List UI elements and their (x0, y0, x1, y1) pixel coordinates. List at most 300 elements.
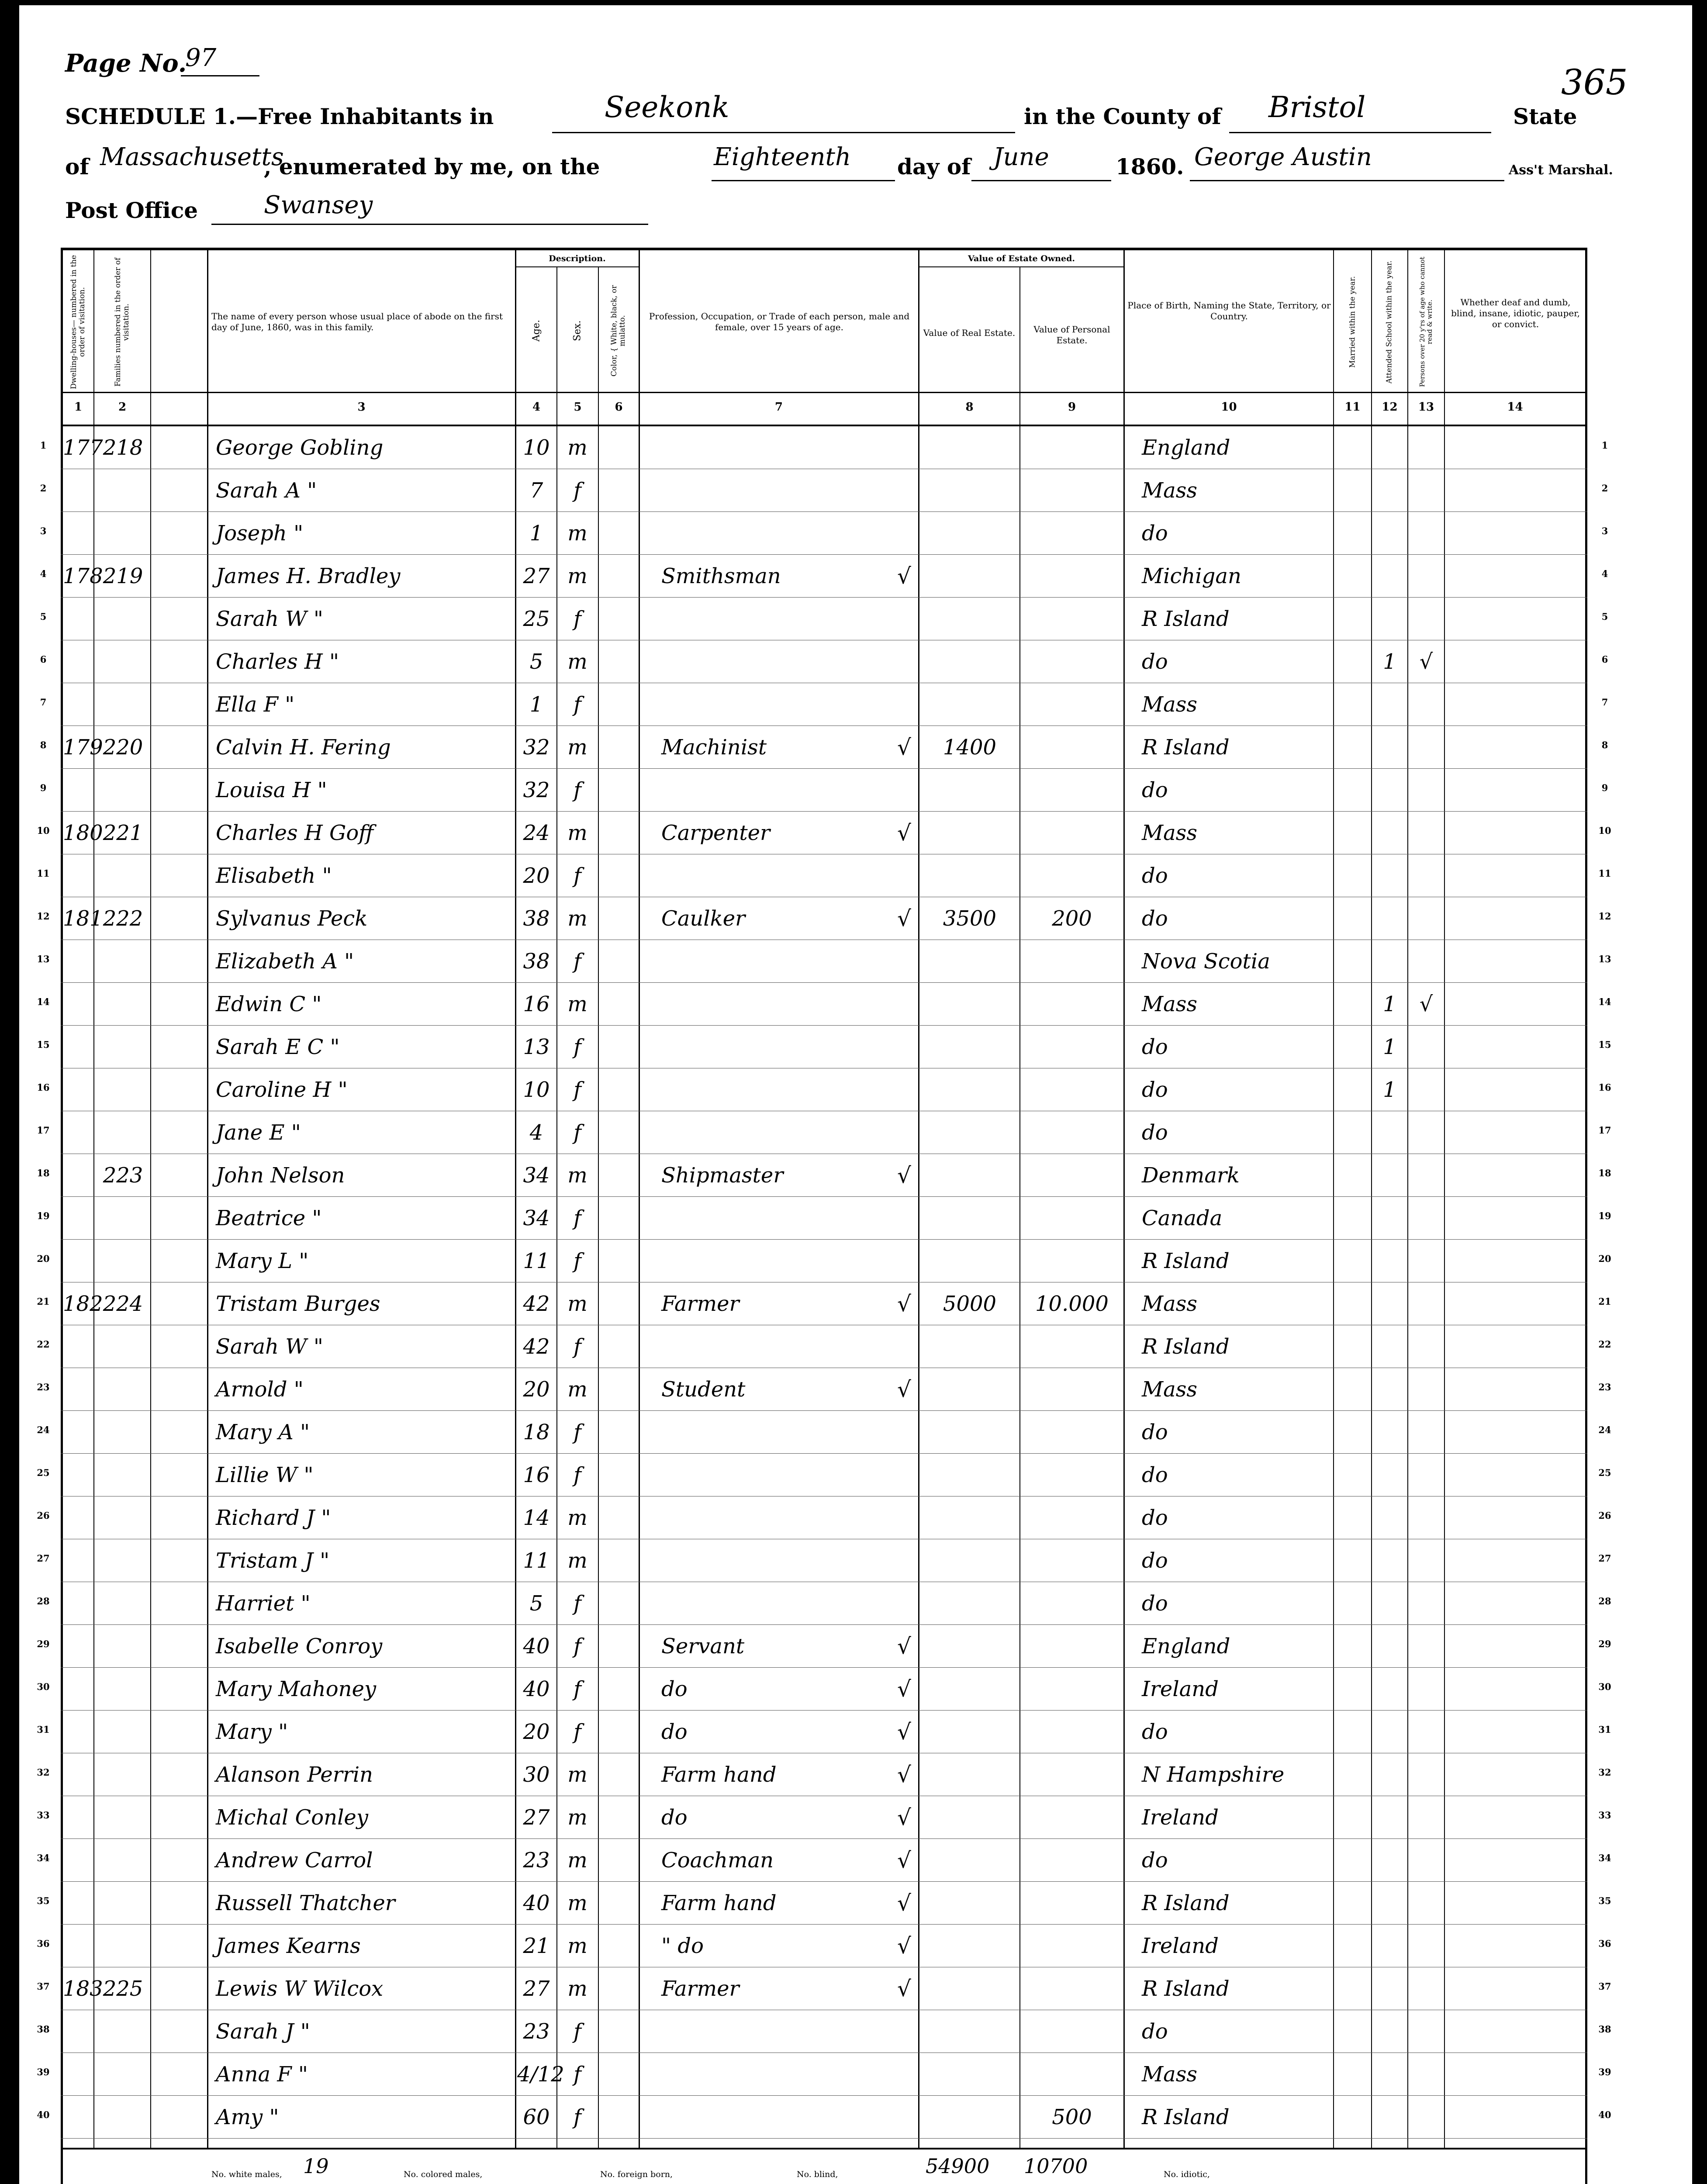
person-sex: f (574, 478, 581, 503)
col-number-10: 10 (1221, 401, 1237, 414)
birthplace: R Island (1142, 1891, 1230, 1915)
person-sex: f (574, 692, 581, 717)
birthplace: Michigan (1142, 564, 1241, 588)
person-age: 38 (523, 949, 550, 974)
person-name: Louisa H " (216, 778, 327, 802)
person-name: Mary L " (216, 1249, 309, 1273)
person-sex: m (567, 521, 587, 546)
line-number-left: 32 (37, 1767, 50, 1778)
person-sex: m (567, 906, 587, 931)
schedule-title: SCHEDULE 1.—Free Inhabitants in (65, 104, 494, 129)
person-sex: m (567, 821, 587, 845)
line-number-right: 20 (1598, 1253, 1611, 1264)
person-age: 38 (523, 906, 550, 931)
value-group-header: Value of Estate Owned. (968, 253, 1075, 263)
person-occupation: Machinist (661, 735, 767, 760)
person-age: 20 (523, 864, 550, 888)
line-number-left: 4 (40, 568, 47, 579)
line-number-left: 5 (40, 611, 47, 622)
real-estate-value: 5000 (943, 1292, 997, 1316)
person-sex: f (574, 1078, 581, 1102)
family-number: 223 (103, 1163, 143, 1188)
table-row (19, 2053, 1692, 2096)
birthplace: Denmark (1142, 1163, 1240, 1188)
birthplace: Ireland (1142, 1805, 1219, 1830)
family-number: 224 (103, 1292, 143, 1316)
of-label: of (65, 154, 89, 180)
col-number-8: 8 (965, 401, 974, 414)
table-row (19, 470, 1692, 512)
occupation-tick-mark: √ (897, 1890, 911, 1916)
col-real-estate-header: Value of Real Estate. (923, 327, 1016, 338)
line-number-left: 38 (37, 2024, 50, 2035)
birthplace: Mass (1142, 992, 1198, 1016)
table-row (19, 1283, 1692, 1326)
line-number-right: 26 (1598, 1510, 1611, 1521)
birthplace: Mass (1142, 1377, 1198, 1402)
person-sex: m (567, 650, 587, 674)
person-name: Andrew Carrol (216, 1848, 373, 1873)
line-number-left: 23 (37, 1382, 50, 1393)
person-sex: m (567, 1977, 587, 2001)
col-number-7: 7 (774, 401, 783, 414)
table-row (19, 641, 1692, 684)
person-name: Lillie W " (216, 1463, 314, 1487)
line-number-right: 14 (1598, 996, 1611, 1007)
table-row (19, 1540, 1692, 1583)
line-number-left: 40 (37, 2109, 50, 2120)
table-row (19, 427, 1692, 470)
table-row (19, 1112, 1692, 1154)
line-number-right: 16 (1598, 1082, 1611, 1093)
table-row (19, 855, 1692, 898)
col-number-6: 6 (615, 401, 623, 414)
table-row (19, 1326, 1692, 1368)
line-number-right: 11 (1598, 868, 1611, 879)
person-age: 16 (523, 992, 550, 1016)
person-name: Tristam J " (216, 1548, 330, 1573)
post-office-line (211, 224, 648, 225)
line-number-right: 1 (1601, 440, 1608, 451)
person-name: George Gobling (216, 435, 384, 460)
family-number: 219 (103, 564, 143, 588)
birthplace: R Island (1142, 607, 1230, 631)
occupation-tick-mark: √ (897, 1762, 911, 1787)
person-name: Harriet " (216, 1591, 311, 1616)
line-number-right: 4 (1601, 568, 1608, 579)
person-occupation: Smithsman (661, 564, 781, 588)
table-row (19, 2096, 1692, 2139)
line-number-left: 22 (37, 1339, 50, 1350)
line-number-right: 5 (1601, 611, 1608, 622)
col-number-4: 4 (532, 401, 541, 414)
person-sex: m (567, 564, 587, 588)
person-name: Mary " (216, 1720, 288, 1744)
line-number-left: 36 (37, 1938, 50, 1949)
person-age: 20 (523, 1720, 550, 1744)
family-number: 220 (103, 735, 143, 760)
col-number-3: 3 (357, 401, 366, 414)
person-age: 23 (523, 1848, 550, 1873)
birthplace: do (1142, 521, 1168, 546)
month-value: June (993, 143, 1049, 171)
col-birthplace-header: Place of Birth, Naming the State, Territory, or Country. (1127, 300, 1331, 321)
person-name: Alanson Perrin (216, 1762, 373, 1787)
county-label: in the County of (1024, 104, 1221, 129)
line-number-right: 10 (1598, 825, 1611, 836)
line-number-right: 39 (1598, 2067, 1611, 2077)
dwelling-number: 181 (63, 906, 103, 931)
birthplace: do (1142, 1720, 1168, 1744)
table-row (19, 1368, 1692, 1411)
line-number-left: 14 (37, 996, 50, 1007)
table-row (19, 769, 1692, 812)
person-age: 23 (523, 2019, 550, 2044)
birthplace: do (1142, 2019, 1168, 2044)
person-age: 5 (529, 1591, 543, 1616)
table-row (19, 598, 1692, 641)
line-number-right: 23 (1598, 1382, 1611, 1393)
line-number-left: 35 (37, 1895, 50, 1906)
person-age: 40 (523, 1891, 550, 1915)
birthplace: Canada (1142, 1206, 1223, 1230)
birthplace: do (1142, 864, 1168, 888)
occupation-tick-mark: √ (897, 1676, 911, 1702)
line-number-right: 27 (1598, 1553, 1611, 1564)
person-age: 11 (523, 1548, 550, 1573)
person-name: Ella F " (216, 692, 295, 717)
person-name: John Nelson (216, 1163, 345, 1188)
person-name: Sarah A " (216, 478, 317, 503)
person-sex: f (574, 778, 581, 802)
state-label: State (1513, 104, 1577, 129)
person-sex: f (574, 864, 581, 888)
person-name: Anna F " (216, 2062, 308, 2087)
person-age: 4 (529, 1120, 543, 1145)
person-age: 24 (523, 821, 550, 845)
person-age: 16 (523, 1463, 550, 1487)
person-sex: m (567, 1548, 587, 1573)
person-age: 21 (523, 1934, 550, 1958)
line-number-right: 25 (1598, 1467, 1611, 1478)
line-number-right: 28 (1598, 1596, 1611, 1607)
line-number-left: 13 (37, 954, 50, 964)
person-sex: f (574, 1206, 581, 1230)
stamp-number: 365 (1561, 62, 1628, 103)
person-name: Edwin C " (216, 992, 322, 1016)
colored-males-label: No. colored males, (404, 2170, 483, 2179)
person-sex: m (567, 1848, 587, 1873)
person-sex: m (567, 1934, 587, 1958)
person-age: 18 (523, 1420, 550, 1444)
dwelling-number: 179 (63, 735, 103, 760)
birthplace: do (1142, 1420, 1168, 1444)
occupation-tick-mark: √ (897, 1291, 911, 1317)
person-age: 34 (523, 1163, 550, 1188)
table-row (19, 2011, 1692, 2053)
person-name: Tristam Burges (216, 1292, 380, 1316)
person-occupation: Shipmaster (661, 1163, 784, 1188)
line-number-right: 9 (1601, 782, 1608, 793)
table-row (19, 1925, 1692, 1968)
line-number-left: 25 (37, 1467, 50, 1478)
person-sex: f (574, 2105, 581, 2129)
person-occupation: do (661, 1677, 688, 1701)
occupation-tick-mark: √ (897, 1933, 911, 1959)
person-age: 4/12 (517, 2062, 564, 2087)
idiotic-label: No. idiotic, (1164, 2170, 1210, 2179)
person-age: 11 (523, 1249, 550, 1273)
person-age: 27 (523, 1977, 550, 2001)
person-name: Charles H Goff (216, 821, 374, 845)
day-of-label: day of (897, 154, 971, 180)
person-name: Calvin H. Fering (216, 735, 391, 760)
col-number-12: 12 (1382, 401, 1398, 414)
occupation-tick-mark: √ (897, 1976, 911, 2001)
marshal-label: Ass't Marshal. (1509, 162, 1613, 178)
line-number-right: 13 (1598, 954, 1611, 964)
white-males-label: No. white males, (211, 2170, 282, 2179)
person-name: Beatrice " (216, 1206, 322, 1230)
col-age-header: Age. (531, 320, 542, 342)
person-sex: m (567, 1891, 587, 1915)
personal-estate-value: 10.000 (1035, 1292, 1109, 1316)
line-number-left: 34 (37, 1852, 50, 1863)
person-name: Elizabeth A " (216, 949, 354, 974)
person-sex: f (574, 607, 581, 631)
person-name: Sylvanus Peck (216, 906, 368, 931)
person-age: 13 (523, 1035, 550, 1059)
person-sex: m (567, 1762, 587, 1787)
birthplace: Nova Scotia (1142, 949, 1270, 974)
person-occupation: Carpenter (661, 821, 770, 845)
birthplace: do (1142, 1035, 1168, 1059)
person-name: James Kearns (216, 1934, 361, 1958)
person-sex: m (567, 1805, 587, 1830)
col-number-2: 2 (118, 401, 127, 414)
table-row (19, 726, 1692, 769)
foreign-born-label: No. foreign born, (600, 2170, 673, 2179)
birthplace: do (1142, 1463, 1168, 1487)
white-males-value: 19 (303, 2154, 329, 2178)
table-row (19, 1668, 1692, 1711)
person-occupation: Servant (661, 1634, 745, 1659)
col-number-11: 11 (1344, 401, 1361, 414)
year-value: 1860. (1116, 154, 1184, 180)
person-sex: m (567, 735, 587, 760)
person-age: 10 (523, 435, 550, 460)
line-number-right: 33 (1598, 1810, 1611, 1821)
birthplace: Mass (1142, 2062, 1198, 2087)
person-occupation: Student (661, 1377, 746, 1402)
line-number-left: 3 (40, 525, 47, 536)
table-row (19, 898, 1692, 940)
line-number-left: 9 (40, 782, 47, 793)
line-number-right: 15 (1598, 1039, 1611, 1050)
dwelling-number: 182 (63, 1292, 103, 1316)
person-name: Jane E " (216, 1120, 301, 1145)
occupation-tick-mark: √ (897, 1377, 911, 1402)
line-number-left: 29 (37, 1638, 50, 1649)
total-real-estate: 54900 (926, 2154, 990, 2178)
line-number-right: 2 (1601, 483, 1608, 494)
person-sex: f (574, 1463, 581, 1487)
person-occupation: do (661, 1720, 688, 1744)
attended-school: 1 (1383, 1035, 1396, 1059)
birthplace: N Hampshire (1142, 1762, 1285, 1787)
person-age: 32 (523, 778, 550, 802)
person-name: James H. Bradley (216, 564, 401, 588)
line-number-left: 12 (37, 911, 50, 922)
marshal-line (1190, 180, 1504, 181)
occupation-tick-mark: √ (897, 1719, 911, 1745)
table-row (19, 1197, 1692, 1240)
line-number-right: 8 (1601, 740, 1608, 750)
birthplace: do (1142, 906, 1168, 931)
person-name: Sarah J " (216, 2019, 310, 2044)
table-row (19, 983, 1692, 1026)
col-number-9: 9 (1068, 401, 1076, 414)
person-age: 14 (523, 1506, 550, 1530)
total-personal-estate: 10700 (1024, 2154, 1088, 2178)
line-number-left: 24 (37, 1424, 50, 1435)
line-number-right: 3 (1601, 525, 1608, 536)
person-sex: m (567, 992, 587, 1016)
person-name: Richard J " (216, 1506, 331, 1530)
dwelling-number: 180 (63, 821, 103, 845)
person-name: Sarah W " (216, 1334, 323, 1359)
table-row (19, 1240, 1692, 1283)
occupation-tick-mark: √ (897, 1634, 911, 1659)
person-sex: f (574, 1420, 581, 1444)
county-name: Bristol (1268, 90, 1366, 124)
col-married-header: Married within the year. (1348, 276, 1357, 368)
person-name: Charles H " (216, 650, 339, 674)
county-line (1229, 132, 1491, 133)
line-number-left: 18 (37, 1168, 50, 1178)
person-sex: f (574, 949, 581, 974)
cannot-read-write: √ (1419, 650, 1433, 674)
person-age: 32 (523, 735, 550, 760)
col-condition-header: Whether deaf and dumb, blind, insane, idiotic, pauper, or convict. (1451, 297, 1580, 329)
person-occupation: do (661, 1805, 688, 1830)
birthplace: do (1142, 650, 1168, 674)
table-row (19, 512, 1692, 555)
birthplace: R Island (1142, 735, 1230, 760)
table-row (19, 684, 1692, 726)
enumerated-label: , enumerated by me, on the (264, 154, 600, 180)
line-number-right: 32 (1598, 1767, 1611, 1778)
person-occupation: Caulker (661, 906, 746, 931)
day-value: Eighteenth (714, 143, 851, 171)
birthplace: England (1142, 435, 1230, 460)
person-sex: m (567, 1506, 587, 1530)
birthplace: do (1142, 1548, 1168, 1573)
person-sex: f (574, 2019, 581, 2044)
personal-estate-value: 500 (1052, 2105, 1092, 2129)
line-number-left: 15 (37, 1039, 50, 1050)
post-office-value: Swansey (264, 191, 373, 219)
real-estate-value: 3500 (943, 906, 997, 931)
col-dwelling-header: Dwelling-houses— numbered in the order of visitation. (69, 255, 86, 389)
person-sex: f (574, 1120, 581, 1145)
line-number-right: 6 (1601, 654, 1608, 665)
line-number-left: 10 (37, 825, 50, 836)
line-number-left: 26 (37, 1510, 50, 1521)
attended-school: 1 (1383, 650, 1396, 674)
line-number-left: 33 (37, 1810, 50, 1821)
person-name: Caroline H " (216, 1078, 348, 1102)
person-age: 40 (523, 1634, 550, 1659)
dwelling-number: 183 (63, 1977, 103, 2001)
birthplace: R Island (1142, 2105, 1230, 2129)
col-illiterate-header: Persons over 20 y'rs of age who cannot read & write. (1418, 256, 1434, 387)
birthplace: R Island (1142, 1249, 1230, 1273)
person-name: Joseph " (216, 521, 304, 546)
state-name: Massachusetts (100, 143, 284, 171)
birthplace: England (1142, 1634, 1230, 1659)
line-number-right: 37 (1598, 1981, 1611, 1992)
person-sex: f (574, 2062, 581, 2087)
occupation-tick-mark: √ (897, 563, 911, 589)
line-number-left: 21 (37, 1296, 50, 1307)
col-color-header: Color, { White, black, or mulatto. (610, 285, 627, 377)
table-row (19, 1797, 1692, 1839)
person-age: 27 (523, 564, 550, 588)
person-occupation: Coachman (661, 1848, 774, 1873)
table-row (19, 1754, 1692, 1797)
family-number: 222 (103, 906, 143, 931)
line-number-right: 22 (1598, 1339, 1611, 1350)
col-school-header: Attended School within the year. (1385, 260, 1394, 384)
attended-school: 1 (1383, 1078, 1396, 1102)
person-sex: f (574, 1634, 581, 1659)
occupation-tick-mark: √ (897, 1805, 911, 1830)
table-row (19, 1882, 1692, 1925)
birthplace: do (1142, 1848, 1168, 1873)
person-name: Isabelle Conroy (216, 1634, 383, 1659)
line-number-right: 21 (1598, 1296, 1611, 1307)
person-sex: f (574, 1334, 581, 1359)
person-age: 27 (523, 1805, 550, 1830)
table-row (19, 1968, 1692, 2011)
person-sex: f (574, 1249, 581, 1273)
line-number-right: 19 (1598, 1210, 1611, 1221)
line-number-left: 8 (40, 740, 47, 750)
line-number-right: 40 (1598, 2109, 1611, 2120)
line-number-right: 7 (1601, 697, 1608, 708)
table-row (19, 1411, 1692, 1454)
family-number: 221 (103, 821, 143, 845)
line-number-right: 35 (1598, 1895, 1611, 1906)
occupation-tick-mark: √ (897, 1848, 911, 1873)
line-number-right: 18 (1598, 1168, 1611, 1178)
col-occupation-header: Profession, Occupation, or Trade of each person, male and female, over 15 years of age. (649, 311, 910, 332)
birthplace: Mass (1142, 1292, 1198, 1316)
line-number-left: 39 (37, 2067, 50, 2077)
blind-label: No. blind, (797, 2170, 838, 2179)
post-office-label: Post Office (65, 197, 198, 223)
person-sex: m (567, 1163, 587, 1188)
person-occupation: " do (661, 1934, 704, 1958)
person-sex: f (574, 1677, 581, 1701)
occupation-tick-mark: √ (897, 906, 911, 931)
person-name: Elisabeth " (216, 864, 332, 888)
description-group-header: Description. (549, 253, 606, 263)
cannot-read-write: √ (1419, 992, 1433, 1016)
line-number-left: 37 (37, 1981, 50, 1992)
table-row (19, 1711, 1692, 1754)
